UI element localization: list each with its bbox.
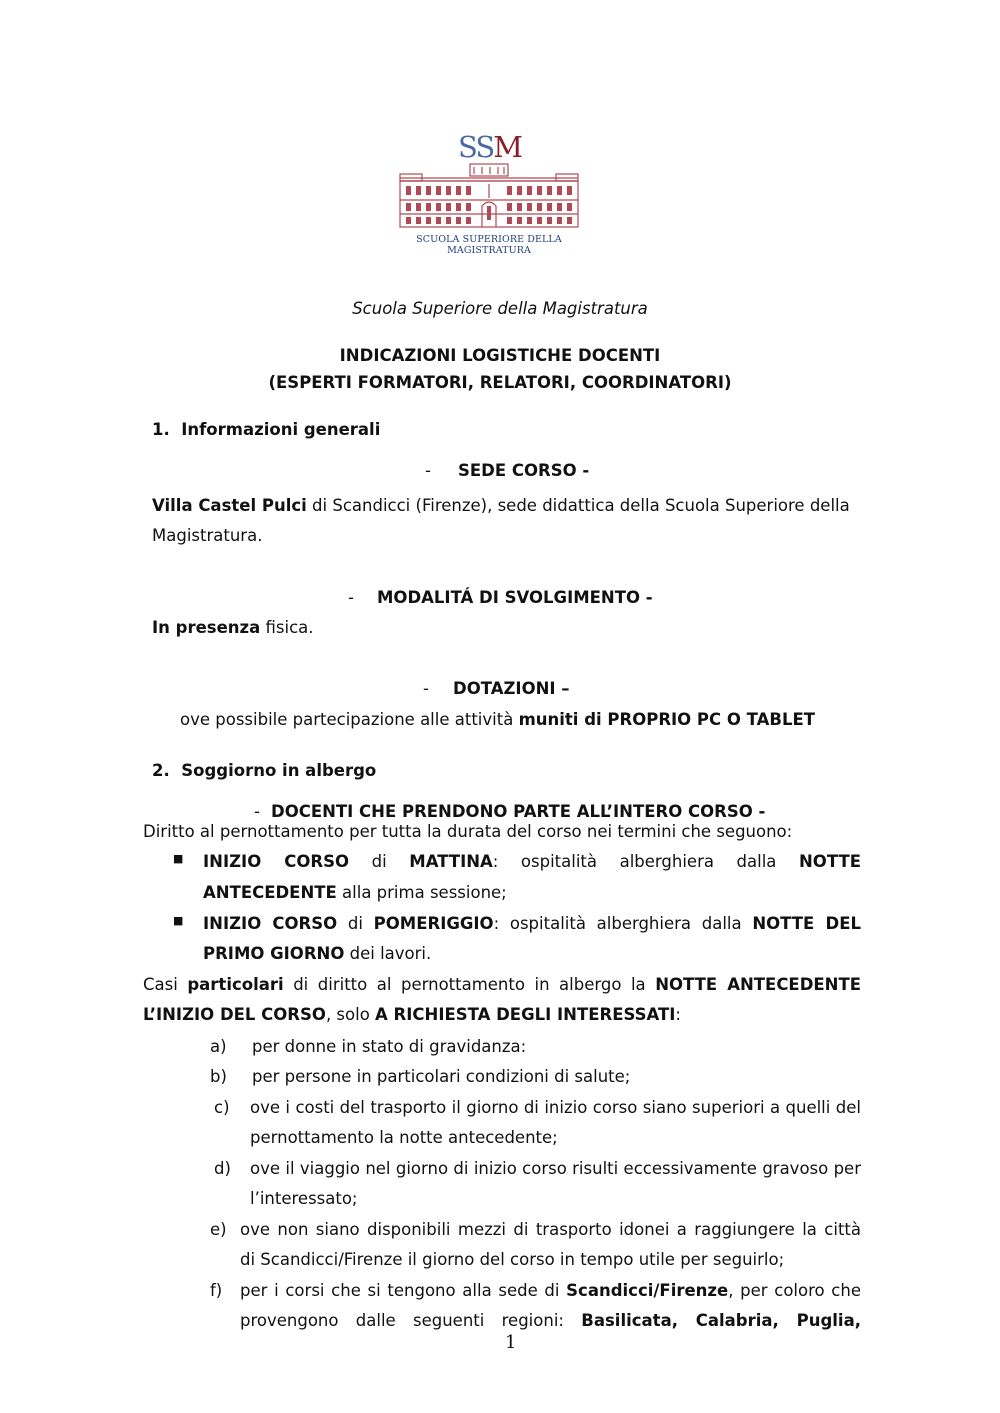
list-label-a: a): [210, 1037, 227, 1056]
sede-dash: -: [425, 461, 431, 480]
list-item-d-line2: l’interessato;: [250, 1189, 358, 1208]
section1-heading: 1. Informazioni generali: [152, 420, 381, 439]
docenti-heading: DOCENTI CHE PRENDONO PARTE ALL’INTERO CORSO -: [271, 802, 766, 821]
docenti-dash: -: [254, 802, 260, 821]
list-item-c: ove i costi del trasporto il giorno di inizio corso siano superiori a quelli del: [250, 1098, 861, 1117]
casi-line2: L’INIZIO DEL CORSO, solo A RICHIESTA DEGLI INTERESSATI:: [143, 1005, 681, 1024]
list-item-e-line2: di Scandicci/Firenze il giorno del corso in tempo utile per seguirlo;: [240, 1250, 785, 1269]
logo-caption: SCUOLA SUPERIORE DELLA MAGISTRATURA: [416, 234, 562, 256]
sede-text: Villa Castel Pulci di Scandicci (Firenze), sede didattica della Scuola Superiore della: [152, 496, 850, 515]
docenti-intro: Diritto al pernottamento per tutta la durata del corso nei termini che seguono:: [143, 822, 793, 841]
list-item-f: per i corsi che si tengono alla sede di Scandicci/Firenze, per coloro che: [240, 1281, 861, 1300]
list-item-a: per donne in stato di gravidanza:: [252, 1037, 527, 1056]
doc-title-line2: (ESPERTI FORMATORI, RELATORI, COORDINATORI): [268, 373, 732, 392]
section2-heading: 2. Soggiorno in albergo: [152, 761, 377, 780]
list-label-c: c): [214, 1098, 230, 1117]
logo-mark: SSM: [458, 130, 521, 164]
modalita-dash: -: [348, 588, 354, 607]
bullet-1-line2: ANTECEDENTE alla prima sessione;: [203, 883, 507, 902]
list-label-f: f): [210, 1281, 223, 1300]
dotazioni-text: ove possibile partecipazione alle attività muniti di PROPRIO PC O TABLET: [180, 710, 816, 729]
sede-heading: SEDE CORSO -: [458, 461, 590, 480]
bullet-1-line1: INIZIO CORSO di MATTINA: ospitalità alberghiera dalla NOTTE: [203, 852, 861, 871]
dotazioni-heading: DOTAZIONI –: [453, 679, 570, 698]
building-illustration: [398, 128, 580, 232]
modalita-text: In presenza fisica.: [152, 618, 314, 637]
sede-text-line2: Magistratura.: [152, 526, 263, 545]
dotazioni-dash: -: [423, 679, 429, 698]
bullet-2-line1: INIZIO CORSO di POMERIGGIO: ospitalità alberghiera dalla NOTTE DEL: [203, 914, 861, 933]
list-item-b: per persone in particolari condizioni di salute;: [252, 1067, 631, 1086]
bullet-marker: ■: [173, 852, 184, 865]
casi-line1: Casi particolari di diritto al pernottamento in albergo la NOTTE ANTECEDENTE: [143, 975, 861, 994]
page-number: 1: [505, 1332, 517, 1353]
list-item-d: ove il viaggio nel giorno di inizio corso risulti eccessivamente gravoso per: [250, 1159, 861, 1178]
list-item-e: ove non siano disponibili mezzi di trasporto idonei a raggiungere la città: [240, 1220, 861, 1239]
list-label-b: b): [210, 1067, 227, 1086]
list-label-e: e): [210, 1220, 227, 1239]
bullet-2-line2: PRIMO GIORNO dei lavori.: [203, 944, 432, 963]
ssm-logo: [398, 128, 580, 256]
modalita-heading: MODALITÁ DI SVOLGIMENTO -: [377, 588, 653, 607]
list-item-c-line2: pernottamento la notte antecedente;: [250, 1128, 558, 1147]
list-item-f-line2: provengono dalle seguenti regioni: Basilicata, Calabria, Puglia,: [240, 1311, 861, 1330]
bullet-marker: ■: [173, 914, 184, 927]
list-label-d: d): [214, 1159, 231, 1178]
doc-title-line1: INDICAZIONI LOGISTICHE DOCENTI: [339, 346, 661, 365]
institution-name: Scuola Superiore della Magistratura: [352, 299, 648, 318]
